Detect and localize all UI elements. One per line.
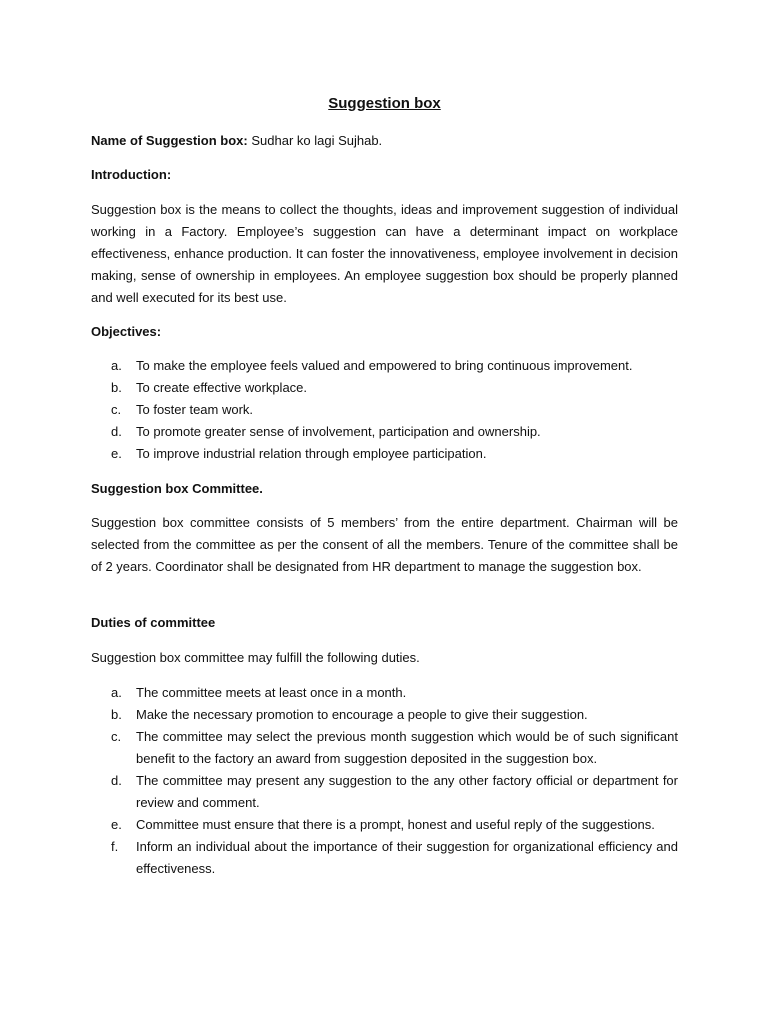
list-item-text: The committee may present any suggestion to the any other factory official or department for review and comment. [136, 773, 678, 810]
list-item-text: To create effective workplace. [136, 380, 308, 395]
list-marker: b. [111, 707, 122, 722]
list-item-text: To promote greater sense of involvement, participation and ownership. [136, 424, 541, 439]
name-label: Name of Suggestion box: [91, 133, 248, 148]
list-marker: a. [111, 358, 122, 373]
list-item-text: Make the necessary promotion to encourage a people to give their suggestion. [136, 707, 588, 722]
list-item-text: The committee may select the previous month suggestion which would be of such significant benefit to the factory an award from suggestion deposited in the suggestion box. [136, 729, 678, 766]
list-item [91, 704, 678, 726]
list-item-text: The committee meets at least once in a month. [136, 685, 407, 700]
list-marker: b. [111, 380, 122, 395]
list-item [91, 421, 678, 443]
list-marker: e. [111, 446, 122, 461]
list-marker: c. [111, 729, 122, 744]
duties-heading: Duties of committee [91, 615, 216, 630]
list-marker: a. [111, 685, 122, 700]
duties-intro: Suggestion box committee may fulfill the following duties. [91, 650, 420, 665]
list-item [91, 836, 678, 880]
committee-paragraph: Suggestion box committee consists of 5 members’ from the entire department. Chairman will be selected from the committee as per the consent of all the members. Tenure of the committee shall be of 2 years. Coordinator shall be designated from HR department to manage the suggestion box. [91, 515, 678, 574]
list-marker: c. [111, 402, 122, 417]
name-value: Sudhar ko lagi Sujhab. [251, 133, 383, 148]
objectives-heading: Objectives: [91, 324, 162, 339]
duties-list [91, 682, 678, 880]
list-item [91, 355, 678, 377]
list-item [91, 377, 678, 399]
suggestion-box-name [91, 130, 678, 152]
list-item-text: To improve industrial relation through employee participation. [136, 446, 487, 461]
list-marker: d. [111, 424, 122, 439]
introduction-paragraph: Suggestion box is the means to collect the thoughts, ideas and improvement suggestion of individual working in a Factory. Employee’s suggestion can have a determinant impact on workplace effectiveness, enhance production. It can foster the innovativeness, employee involvement in decision making, sense of ownership in employees. An employee suggestion box should be properly planned and well executed for its best use. [91, 202, 678, 305]
list-marker: e. [111, 817, 122, 832]
list-marker: f. [111, 839, 119, 854]
introduction-heading: Introduction: [91, 167, 172, 182]
list-item-text: Inform an individual about the importance of their suggestion for organizational efficiency and effectiveness. [136, 839, 678, 876]
list-item-text: To foster team work. [136, 402, 254, 417]
list-item-text: To make the employee feels valued and empowered to bring continuous improvement. [136, 358, 633, 373]
list-item [91, 399, 678, 421]
list-item [91, 726, 678, 770]
objectives-list [91, 355, 678, 465]
list-marker: d. [111, 773, 122, 788]
list-item [91, 814, 678, 836]
list-item [91, 682, 678, 704]
list-item [91, 770, 678, 814]
committee-heading: Suggestion box Committee. [91, 481, 263, 496]
document-title: Suggestion box [328, 95, 441, 112]
list-item-text: Committee must ensure that there is a prompt, honest and useful reply of the suggestions. [136, 817, 655, 832]
list-item [91, 443, 678, 465]
